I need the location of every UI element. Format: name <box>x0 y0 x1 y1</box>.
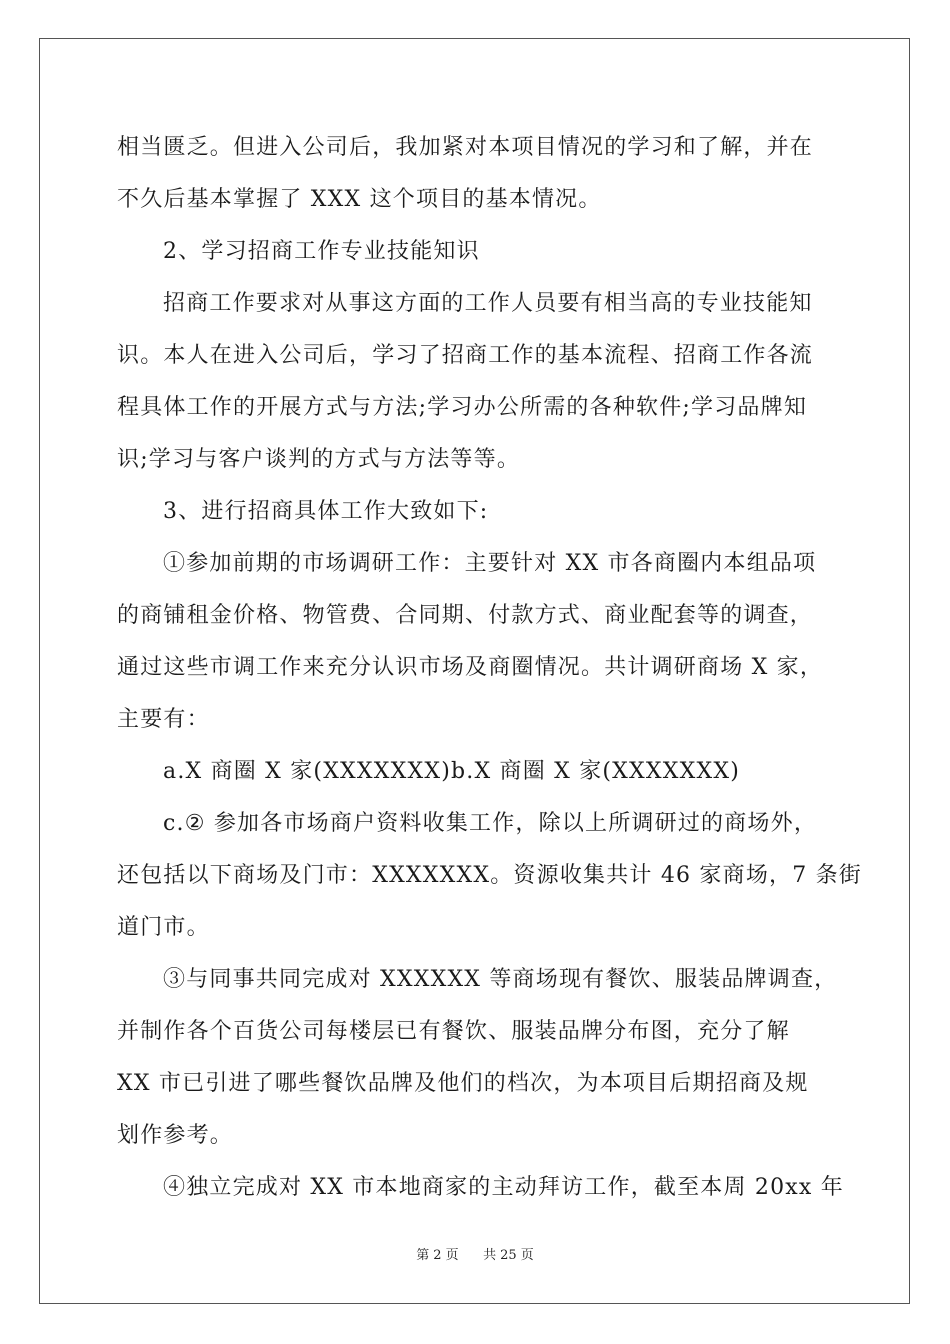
text-line: c.② 参加各市场商户资料收集工作，除以上所调研过的商场外， <box>163 811 818 836</box>
page-indicator <box>414 1248 460 1263</box>
text-line: 相当匮乏。但进入公司后，我加紧对本项目情况的学习和了解，并在 <box>117 135 814 160</box>
page-prefix: 第 <box>416 1248 430 1263</box>
section-heading: 3、进行招商具体工作大致如下: <box>163 499 489 524</box>
total-prefix: 共 <box>483 1248 497 1263</box>
text-line: XX 市已引进了哪些餐饮品牌及他们的档次，为本项目后期招商及规 <box>117 1071 809 1096</box>
text-line: 的商铺租金价格、物管费、合同期、付款方式、商业配套等的调查， <box>117 603 814 628</box>
page-number: 2 <box>433 1248 442 1263</box>
text-line: 划作参考。 <box>117 1123 234 1148</box>
text-line: ③与同事共同完成对 XXXXXX 等商场现有餐饮、服装品牌调查， <box>163 967 838 992</box>
text-line: a.X 商圈 X 家(XXXXXXX)b.X 商圈 X 家(XXXXXXX) <box>163 759 740 784</box>
text-line: 通过这些市调工作来充分认识市场及商圈情况。共计调研商场 X 家， <box>117 655 824 680</box>
text-line: 不久后基本掌握了 XXX 这个项目的基本情况。 <box>117 187 602 212</box>
page-unit: 页 <box>445 1248 459 1263</box>
section-heading: 2、学习招商工作专业技能知识 <box>163 239 480 264</box>
total-pages-indicator <box>481 1248 536 1263</box>
text-line: 识;学习与客户谈判的方式与方法等等。 <box>117 447 521 472</box>
text-line: 还包括以下商场及门市：XXXXXXX。资源收集共计 46 家商场，7 条街 <box>117 863 863 888</box>
text-line: 招商工作要求对从事这方面的工作人员要有相当高的专业技能知 <box>163 291 813 316</box>
text-line: 识。本人在进入公司后，学习了招商工作的基本流程、招商工作各流 <box>117 343 814 368</box>
text-line: ①参加前期的市场调研工作：主要针对 XX 市各商圈内本组品项 <box>163 551 817 576</box>
text-line: 主要有： <box>117 707 210 732</box>
text-line: 道门市。 <box>117 915 210 940</box>
total-pages: 25 <box>500 1248 517 1263</box>
page-footer <box>0 1244 950 1263</box>
total-unit: 页 <box>520 1248 534 1263</box>
text-line: 程具体工作的开展方式与方法;学习办公所需的各种软件;学习品牌知 <box>117 395 808 420</box>
text-line: ④独立完成对 XX 市本地商家的主动拜访工作，截至本周 20xx 年 <box>163 1175 844 1200</box>
text-line: 并制作各个百货公司每楼层已有餐饮、服装品牌分布图，充分了解 <box>117 1019 790 1044</box>
